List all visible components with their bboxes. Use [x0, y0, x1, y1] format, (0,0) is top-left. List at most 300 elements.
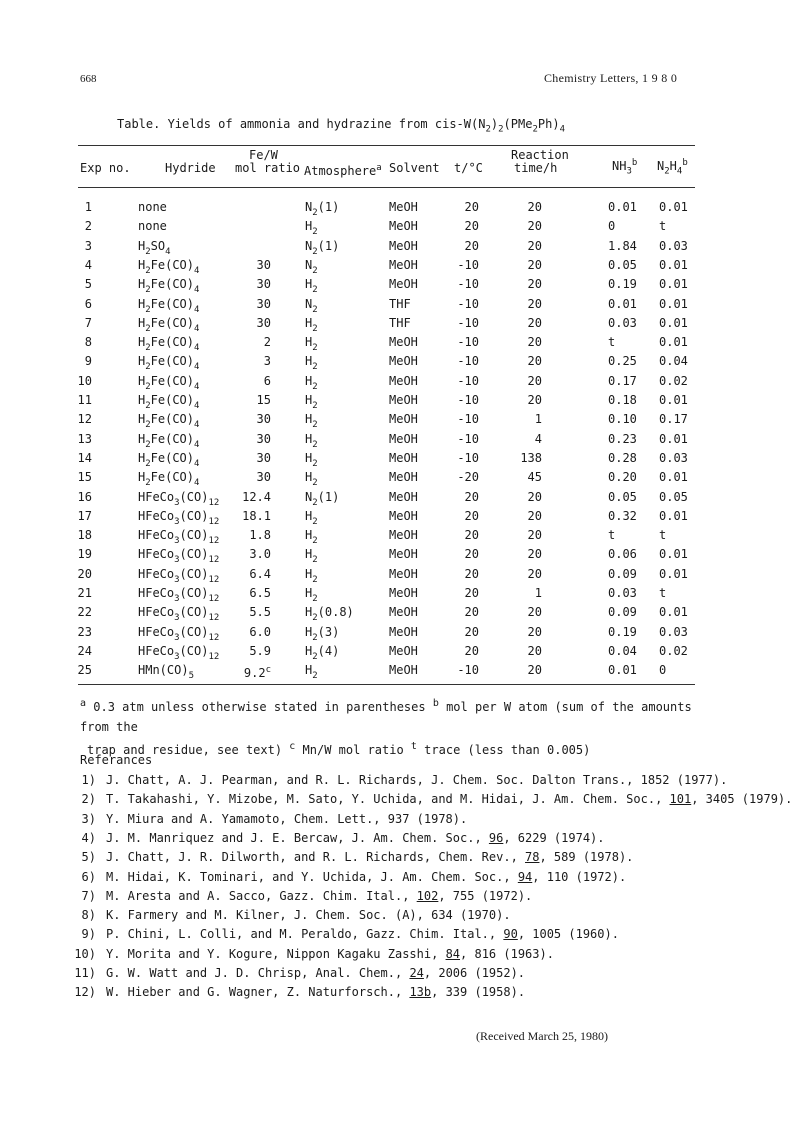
cell-temp: -10 — [457, 315, 479, 330]
cell-temp: -10 — [457, 277, 479, 292]
cell-nh3-yield: 0.01 — [608, 296, 637, 311]
reference-pages: , 2006 (1952). — [423, 966, 526, 980]
cell-reaction-time: 20 — [527, 219, 542, 234]
cell-hydride-subscript: 12 — [208, 613, 220, 624]
cell-hydride — [138, 200, 167, 214]
cell-hydride — [138, 663, 194, 683]
caption-part: Ph) — [537, 117, 560, 131]
reference-pages: , 110 (1972). — [532, 869, 627, 884]
cell-hydride-subscript: 3 — [174, 632, 180, 643]
reference-number: 5) — [81, 850, 96, 865]
cell-hydride-subscript: 12 — [208, 516, 220, 527]
cell-exp-no: 20 — [77, 566, 92, 581]
cell-n2h4-yield: t — [659, 219, 667, 234]
cell-hydride-part: Fe(CO) — [150, 450, 195, 465]
cell-ratio-value: 6.4 — [249, 566, 271, 581]
cell-atmosphere-part: N — [305, 200, 313, 214]
reference-pages: , 816 (1963). — [460, 946, 554, 961]
cell-hydride-part: H — [138, 373, 146, 388]
cell-hydride-subscript: 2 — [145, 478, 151, 489]
cell-hydride-part: H — [138, 277, 146, 292]
cell-atmosphere-part: (1) — [317, 238, 340, 253]
cell-n2h4-yield: 0 — [659, 663, 667, 678]
cell-ratio-value: 2 — [263, 335, 271, 350]
header-n2h4-sub: 4 — [676, 166, 683, 177]
reference-citation: G. W. Watt and J. D. Chrisp, Anal. Chem., — [106, 966, 410, 980]
header-time-top: Reaction — [511, 148, 569, 162]
caption-sub: 2 — [485, 124, 491, 135]
cell-atmosphere-part: H — [305, 566, 313, 581]
cell-atmosphere — [305, 547, 318, 567]
reference-volume: 84 — [445, 946, 461, 961]
reference-text — [106, 889, 532, 903]
cell-ratio-value: 6.0 — [249, 624, 271, 639]
cell-hydride-part: H — [138, 450, 146, 465]
cell-fe-w-ratio — [222, 567, 271, 581]
cell-hydride-subscript: 4 — [194, 401, 200, 411]
cell-fe-w-ratio — [222, 374, 271, 388]
caption-part: ) — [490, 117, 499, 131]
cell-hydride-subscript: 2 — [145, 265, 151, 276]
cell-exp-no: 17 — [77, 508, 92, 523]
cell-hydride-subscript: 4 — [194, 362, 200, 373]
cell-n2h4-yield: 0.01 — [659, 315, 688, 330]
header-nh3-text: NH — [612, 159, 627, 173]
cell-hydride-subscript: 2 — [145, 323, 151, 334]
cell-solvent: MeOH — [389, 412, 418, 427]
cell-exp-no: 14 — [77, 450, 92, 465]
cell-reaction-time: 20 — [527, 335, 542, 350]
header-hydride: Hydride — [165, 161, 216, 175]
cell-fe-w-ratio — [222, 509, 271, 523]
journal-header: Chemistry Letters, 1 9 8 0 — [544, 71, 678, 85]
cell-atmosphere-subscript: 2 — [312, 497, 318, 508]
header-n2h4-sub: 2 — [664, 166, 670, 177]
cell-atmosphere-part: N — [305, 238, 313, 253]
cell-solvent: MeOH — [389, 624, 418, 639]
cell-n2h4-yield: 0.01 — [659, 393, 688, 407]
cell-solvent: MeOH — [389, 508, 418, 523]
cell-hydride-part: (CO) — [179, 624, 209, 639]
cell-n2h4-yield: 0.01 — [659, 200, 688, 214]
cell-atmosphere-part: H — [305, 431, 313, 446]
cell-hydride-subscript: 4 — [194, 304, 200, 315]
cell-hydride — [138, 374, 199, 394]
cell-n2h4-yield: 0.01 — [659, 605, 688, 620]
cell-hydride-part: HFeCo — [138, 586, 175, 600]
cell-hydride-subscript: 3 — [174, 574, 180, 585]
reference-volume: 24 — [409, 966, 424, 980]
header-n2h4-text: H — [669, 159, 677, 173]
cell-exp-no: 9 — [84, 354, 92, 369]
cell-exp-no: 4 — [84, 257, 92, 272]
reference-number: 7) — [81, 888, 96, 903]
cell-exp-no: 5 — [84, 277, 92, 292]
cell-atmosphere-subscript: 2 — [312, 536, 318, 547]
cell-hydride-subscript: 4 — [194, 458, 200, 469]
cell-atmosphere-part: N — [305, 296, 313, 311]
cell-atmosphere — [305, 451, 318, 471]
cell-exp-no: 1 — [84, 200, 92, 214]
cell-hydride-part: HFeCo — [138, 508, 175, 523]
cell-atmosphere-part: (1) — [317, 200, 340, 214]
cell-ratio-value: 6 — [263, 373, 271, 388]
reference-citation: Y. Morita and Y. Kogure, Nippon Kagaku Zasshi, — [106, 946, 446, 961]
cell-hydride-part: (CO) — [179, 586, 209, 600]
reference-pages: , 6229 (1974). — [503, 830, 605, 845]
reference-text — [106, 850, 633, 864]
cell-temp: -20 — [457, 470, 479, 485]
cell-nh3-yield: 0.25 — [608, 354, 637, 369]
cell-fe-w-ratio — [222, 412, 271, 426]
cell-solvent: MeOH — [389, 431, 418, 446]
cell-hydride-part: Fe(CO) — [150, 393, 195, 407]
cell-ratio-value: 30 — [256, 277, 271, 292]
cell-hydride — [138, 509, 219, 529]
cell-ratio-value: 30 — [256, 450, 271, 465]
cell-nh3-yield: 0.09 — [608, 605, 637, 620]
cell-atmosphere — [305, 335, 318, 355]
cell-reaction-time: 20 — [527, 528, 542, 543]
cell-exp-no: 16 — [77, 489, 92, 504]
cell-fe-w-ratio — [222, 393, 271, 407]
cell-ratio-value: 5.9 — [249, 643, 271, 658]
reference-text — [106, 966, 525, 980]
cell-atmosphere-subscript: 2 — [312, 632, 318, 643]
cell-hydride — [138, 625, 219, 645]
cell-hydride-subscript: 12 — [208, 651, 220, 662]
cell-atmosphere-part: H — [305, 450, 313, 465]
footnote-b-continued: trap and residue, see text) — [87, 743, 290, 757]
cell-atmosphere-part: (4) — [317, 643, 340, 658]
cell-ratio-value: 18.1 — [242, 508, 271, 523]
caption-sub: 2 — [532, 124, 538, 135]
cell-exp-no: 3 — [84, 238, 92, 253]
cell-reaction-time: 20 — [527, 663, 542, 678]
reference-citation: Y. Miura and A. Yamamoto, Chem. Lett., 937 (1978). — [106, 811, 468, 826]
cell-ratio-value: 1.8 — [249, 528, 271, 543]
cell-fe-w-ratio — [222, 586, 271, 600]
cell-hydride-part: SO — [150, 238, 166, 253]
cell-hydride-subscript: 12 — [208, 632, 220, 643]
table-footnotes — [80, 694, 700, 760]
reference-number: 4) — [81, 830, 96, 845]
cell-atmosphere-part: H — [305, 315, 313, 330]
cell-hydride-subscript: 2 — [145, 458, 151, 469]
cell-hydride — [138, 277, 199, 297]
cell-atmosphere — [305, 316, 318, 336]
cell-fe-w-ratio — [222, 490, 271, 504]
cell-hydride-subscript: 2 — [145, 381, 151, 392]
cell-atmosphere-part: H — [305, 643, 313, 658]
cell-fe-w-ratio — [222, 605, 271, 619]
cell-hydride-part: HFeCo — [138, 643, 175, 658]
cell-atmosphere-subscript: 2 — [312, 381, 318, 392]
cell-atmosphere — [305, 412, 318, 432]
cell-n2h4-yield: 0.03 — [659, 450, 688, 465]
footnote-a-text: 0.3 atm unless otherwise stated in parentheses — [86, 700, 433, 714]
cell-n2h4-yield: 0.01 — [659, 566, 688, 581]
cell-hydride-subscript: 2 — [145, 285, 151, 296]
cell-hydride-subscript: 4 — [194, 343, 200, 354]
cell-hydride-part: (CO) — [179, 547, 209, 562]
cell-temp: 20 — [464, 624, 479, 639]
cell-reaction-time: 20 — [527, 643, 542, 658]
cell-reaction-time: 20 — [527, 566, 542, 581]
cell-atmosphere-part: H — [305, 373, 313, 388]
reference-text — [106, 792, 792, 806]
cell-temp: -10 — [457, 412, 479, 427]
cell-reaction-time: 20 — [527, 605, 542, 620]
cell-hydride-part: Fe(CO) — [150, 296, 195, 311]
cell-fe-w-ratio — [222, 277, 271, 291]
cell-temp: -10 — [457, 257, 479, 272]
footnote-line-1 — [80, 694, 700, 737]
footnote-mark-c: c — [289, 741, 296, 752]
cell-reaction-time: 138 — [520, 450, 542, 465]
cell-atmosphere-subscript: 2 — [312, 343, 318, 354]
cell-nh3-yield: 0 — [608, 219, 616, 234]
cell-temp: -10 — [457, 296, 479, 311]
cell-ratio-value: 6.5 — [249, 586, 271, 600]
cell-hydride — [138, 470, 199, 490]
cell-ratio-value: 30 — [256, 412, 271, 427]
cell-hydride — [138, 432, 199, 452]
cell-temp: 20 — [464, 547, 479, 562]
cell-hydride-part: Fe(CO) — [150, 412, 195, 427]
footnote-mark-b: b — [682, 158, 688, 168]
reference-citation: W. Hieber and G. Wagner, Z. Naturforsch., — [106, 985, 410, 1000]
cell-hydride-subscript: 2 — [145, 343, 151, 354]
cell-atmosphere-part: H — [305, 412, 313, 427]
cell-solvent: MeOH — [389, 335, 418, 350]
reference-text — [106, 927, 619, 941]
cell-reaction-time: 20 — [527, 373, 542, 388]
cell-hydride — [138, 316, 199, 336]
reference-citation: T. Takahashi, Y. Mizobe, M. Sato, Y. Uchida, and M. Hidai, J. Am. Chem. Soc., — [106, 792, 670, 807]
cell-hydride-part: HFeCo — [138, 528, 175, 543]
footnote-t-text: trace (less than 0.005) — [416, 743, 591, 757]
cell-hydride — [138, 605, 219, 625]
cell-nh3-yield: 0.03 — [608, 586, 637, 600]
cell-reaction-time: 4 — [534, 431, 542, 446]
cell-hydride — [138, 297, 199, 317]
cell-exp-no: 22 — [77, 605, 92, 620]
cell-n2h4-yield: t — [659, 586, 667, 600]
cell-exp-no: 10 — [77, 373, 92, 388]
reference-citation: P. Chini, L. Colli, and M. Peraldo, Gazz. Chim. Ital., — [106, 927, 504, 942]
cell-atmosphere-subscript: 2 — [312, 246, 318, 257]
cell-nh3-yield: 0.01 — [608, 200, 637, 214]
cell-reaction-time: 20 — [527, 277, 542, 292]
cell-atmosphere-part: H — [305, 586, 313, 600]
cell-atmosphere-subscript: 2 — [312, 651, 318, 662]
reference-number: 6) — [81, 869, 96, 884]
cell-atmosphere — [305, 625, 339, 645]
reference-text — [106, 947, 554, 961]
cell-atmosphere-part: N — [305, 489, 313, 504]
cell-atmosphere — [305, 528, 318, 548]
cell-fe-w-ratio — [222, 316, 271, 330]
cell-exp-no: 7 — [84, 315, 92, 330]
cell-n2h4-yield: 0.01 — [659, 431, 688, 446]
cell-exp-no: 12 — [77, 412, 92, 427]
cell-hydride-subscript: 2 — [145, 401, 151, 411]
reference-citation: J. Chatt, A. J. Pearman, and R. L. Richards, J. Chem. Soc. Dalton Trans., 1852 (1977). — [106, 773, 728, 787]
header-atmosphere — [304, 162, 382, 178]
cell-hydride-subscript: 3 — [174, 651, 180, 662]
cell-exp-no: 8 — [84, 335, 92, 350]
cell-nh3-yield: 0.17 — [608, 373, 637, 388]
cell-hydride — [138, 644, 219, 664]
cell-solvent: MeOH — [389, 257, 418, 272]
cell-solvent: MeOH — [389, 450, 418, 465]
cell-temp: 20 — [464, 489, 479, 504]
cell-temp: -10 — [457, 450, 479, 465]
cell-atmosphere-subscript: 2 — [312, 265, 318, 276]
cell-reaction-time: 20 — [527, 547, 542, 562]
cell-atmosphere-subscript: 2 — [312, 304, 318, 315]
cell-hydride-part: Fe(CO) — [150, 257, 195, 272]
cell-nh3-yield: 0.09 — [608, 566, 637, 581]
cell-hydride — [138, 219, 167, 233]
cell-atmosphere — [305, 277, 318, 297]
reference-volume: 94 — [517, 869, 533, 884]
cell-solvent: MeOH — [389, 643, 418, 658]
cell-solvent: THF — [389, 296, 411, 311]
cell-hydride-subscript: 2 — [145, 246, 151, 257]
cell-hydride-subscript: 4 — [194, 265, 200, 276]
cell-exp-no: 23 — [77, 624, 92, 639]
cell-temp: 20 — [464, 200, 479, 214]
cell-atmosphere-subscript: 2 — [312, 439, 318, 450]
reference-volume: 78 — [525, 850, 540, 865]
footnote-mark-a: a — [376, 163, 382, 173]
cell-atmosphere-part: (0.8) — [317, 605, 354, 620]
cell-reaction-time: 20 — [527, 315, 542, 330]
cell-nh3-yield: 0.19 — [608, 624, 637, 639]
reference-pages: , 755 (1972). — [438, 888, 533, 903]
cell-fe-w-ratio — [222, 354, 271, 368]
reference-volume: 102 — [416, 888, 439, 903]
header-nh3-sub: 3 — [626, 166, 632, 177]
footnote-line-2 — [80, 737, 700, 760]
cell-n2h4-yield: 0.01 — [659, 547, 688, 562]
reference-pages: , 3405 (1979). — [691, 792, 793, 807]
cell-ratio-value: 30 — [256, 315, 271, 330]
cell-atmosphere-part: H — [305, 470, 313, 485]
cell-fe-w-ratio — [222, 258, 271, 272]
cell-ratio-value: 5.5 — [249, 605, 271, 620]
cell-solvent: MeOH — [389, 470, 418, 485]
cell-atmosphere-part: H — [305, 624, 313, 639]
header-n2h4 — [657, 157, 688, 178]
cell-fe-w-ratio — [222, 644, 271, 658]
cell-hydride-part: Fe(CO) — [150, 315, 195, 330]
cell-exp-no: 24 — [77, 643, 92, 658]
cell-temp: -10 — [457, 335, 479, 350]
cell-solvent: MeOH — [389, 373, 418, 388]
cell-hydride-part: none — [138, 200, 167, 214]
reference-text — [106, 773, 727, 787]
cell-nh3-yield: 0.05 — [608, 257, 637, 272]
cell-temp: -10 — [457, 354, 479, 369]
cell-ratio-value: 30 — [256, 470, 271, 485]
cell-hydride-subscript: 3 — [174, 497, 180, 508]
cell-nh3-yield: 0.23 — [608, 431, 637, 446]
cell-atmosphere — [305, 374, 318, 394]
reference-pages: , 589 (1978). — [539, 850, 634, 865]
cell-hydride-part: Fe(CO) — [150, 470, 195, 485]
cell-hydride-subscript: 4 — [194, 439, 200, 450]
cell-atmosphere — [305, 490, 339, 510]
header-exp-no: Exp no. — [80, 161, 131, 175]
cell-atmosphere — [305, 567, 318, 587]
reference-number: 2) — [81, 792, 96, 807]
reference-volume: 101 — [669, 792, 692, 807]
cell-hydride-subscript: 4 — [165, 246, 171, 257]
cell-nh3-yield: 0.20 — [608, 470, 637, 485]
header-n2h4-text: N — [657, 159, 665, 173]
cell-reaction-time: 20 — [527, 296, 542, 311]
cell-hydride-subscript: 3 — [174, 536, 180, 547]
cell-hydride-part: (CO) — [179, 643, 209, 658]
reference-text — [106, 812, 467, 826]
footnote-mark-b: b — [432, 698, 439, 709]
cell-atmosphere — [305, 509, 318, 529]
footnote-mark-t: t — [410, 741, 417, 752]
cell-solvent: MeOH — [389, 354, 418, 369]
cell-atmosphere-subscript: 2 — [312, 401, 318, 411]
references-heading: Referances — [80, 753, 153, 767]
cell-nh3-yield: 0.10 — [608, 412, 637, 427]
cell-nh3-yield: t — [608, 528, 616, 543]
header-time-bottom: time/h — [514, 161, 558, 175]
cell-reaction-time: 45 — [527, 470, 542, 485]
cell-atmosphere-part: H — [305, 605, 313, 620]
reference-citation: M. Hidai, K. Tominari, and Y. Uchida, J. Am. Chem. Soc., — [106, 869, 518, 884]
cell-fe-w-ratio — [222, 663, 271, 680]
cell-ratio-value: 30 — [256, 296, 271, 311]
page-number: 668 — [80, 73, 97, 85]
cell-hydride-part: H — [138, 412, 146, 427]
cell-atmosphere — [305, 219, 318, 239]
cell-hydride-part: H — [138, 238, 146, 253]
cell-atmosphere — [305, 663, 318, 683]
cell-atmosphere-subscript: 2 — [312, 458, 318, 469]
cell-hydride-subscript: 3 — [174, 516, 180, 527]
cell-atmosphere-part: N — [305, 257, 313, 272]
cell-atmosphere-part: (3) — [317, 624, 340, 639]
cell-hydride-subscript: 4 — [194, 478, 200, 489]
cell-reaction-time: 20 — [527, 489, 542, 504]
cell-temp: 20 — [464, 586, 479, 600]
cell-fe-w-ratio — [222, 470, 271, 484]
cell-temp: -10 — [457, 373, 479, 388]
reference-citation: K. Farmery and M. Kilner, J. Chem. Soc. (A), 634 (1970). — [106, 908, 511, 923]
cell-atmosphere-subscript: 2 — [312, 555, 318, 566]
cell-atmosphere — [305, 432, 318, 452]
cell-n2h4-yield: 0.01 — [659, 508, 688, 523]
footnote-c-text: Mn/W mol ratio — [295, 743, 411, 757]
cell-exp-no: 25 — [77, 663, 92, 678]
cell-atmosphere — [305, 644, 339, 664]
cell-hydride-part: HFeCo — [138, 547, 175, 562]
reference-number: 10) — [74, 946, 96, 961]
cell-hydride-part: (CO) — [179, 605, 209, 620]
cell-solvent: MeOH — [389, 393, 418, 407]
cell-fe-w-ratio — [222, 297, 271, 311]
